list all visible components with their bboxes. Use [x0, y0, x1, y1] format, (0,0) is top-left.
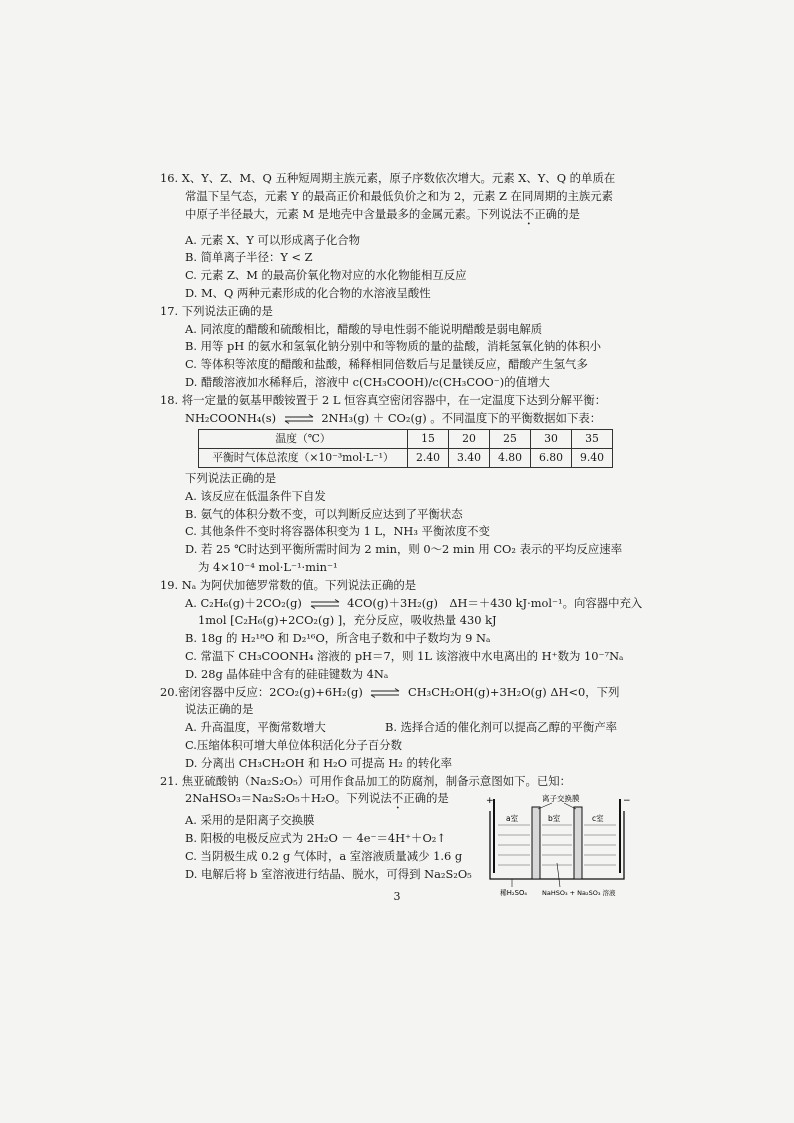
q16-line2: 常温下呈气态，元素 Y 的最高正价和最低负价之和为 2，元素 Z 在同周期的主族元素 — [185, 188, 614, 203]
q18-option-c: C. 其他条件不变时将容器体积变为 1 L，NH₃ 平衡浓度不变 — [185, 524, 490, 539]
question-21 — [160, 773, 640, 897]
right-solution-label: NaHSO₃ + Na₂SO₃ 溶液 — [542, 888, 616, 897]
q20-right: CH₃CH₂OH(g)+3H₂O(g) ΔH<0，下列 — [408, 684, 620, 699]
table-cell: 25 — [490, 430, 531, 449]
table-cell: 2.40 — [408, 449, 449, 468]
question-20 — [160, 684, 640, 773]
q16-emphasis: 不 — [522, 206, 535, 221]
question-16 — [160, 170, 640, 303]
q20-option-c: C.压缩体积可增大单位体积活化分子百分数 — [185, 737, 402, 752]
room-a-label: a室 — [506, 813, 519, 823]
q20-option-b: B. 选择合适的催化剂可以提高乙醇的平衡产率 — [385, 720, 618, 735]
anode-sign: + — [486, 795, 494, 806]
q21-line2-b: 正确的是 — [403, 791, 449, 806]
q16-option-c: C. 元素 Z、M 的最高价氧化物对应的水化物能相互反应 — [185, 268, 467, 283]
equilibrium-data-table — [198, 429, 613, 468]
q19-stem: 19. Nₐ 为阿伏加德罗常数的值。下列说法正确的是 — [160, 577, 417, 592]
q21-line1: 21. 焦亚硫酸钠（Na₂S₂O₅）可用作食品加工的防腐剂，制备示意图如下。已知： — [160, 773, 572, 788]
q20-option-d: D. 分离出 CH₃CH₂OH 和 H₂O 可提高 H₂ 的转化率 — [185, 755, 453, 770]
table-cell: 35 — [572, 430, 613, 449]
q18-equation — [160, 410, 640, 428]
cathode-sign: − — [623, 795, 631, 806]
q20-option-ab — [160, 719, 640, 737]
q20-option-a: A. 升高温度，平衡常数增大 — [185, 720, 326, 735]
question-18 — [160, 392, 640, 577]
q16-option-d: D. M、Q 两种元素形成的化合物的水溶液呈酸性 — [185, 285, 431, 300]
table-cell: 30 — [531, 430, 572, 449]
q19-option-a — [160, 595, 643, 613]
q17-stem: 17. 下列说法正确的是 — [160, 303, 273, 318]
table-row — [199, 430, 613, 449]
q18-eq-left: NH₂COONH₄(s) — [185, 410, 277, 425]
q17-option-a: A. 同浓度的醋酸和硫酸相比，醋酸的导电性弱不能说明醋酸是弱电解质 — [185, 321, 543, 336]
table-header-temp: 温度（℃） — [199, 430, 408, 449]
question-17 — [160, 303, 640, 392]
q19-a-right: 4CO(g)＋3H₂(g) ΔH＝＋430 kJ·mol⁻¹。向容器中充入 — [347, 595, 643, 610]
q17-option-b: B. 用等 pH 的氨水和氢氧化钠分别中和等物质的量的盐酸，消耗氢氧化钠的体积小 — [185, 339, 601, 354]
solution-lines — [498, 825, 616, 865]
electrolysis-cell-diagram — [482, 793, 632, 898]
q20-line2: 说法正确的是 — [185, 702, 254, 717]
q21-line2-a: 2NaHSO₃＝Na₂S₂O₅＋H₂O。下列说法 — [185, 791, 392, 806]
table-header-conc: 平衡时气体总浓度（×10⁻³mol·L⁻¹） — [199, 449, 408, 468]
q21-emphasis: 不 — [391, 791, 404, 806]
q18-eq-right: 2NH₃(g) ＋ CO₂(g) 。不同温度下的平衡数据如下表： — [321, 410, 602, 425]
q19-option-c: C. 常温下 CH₃COONH₄ 溶液的 pH＝7，则 1L 该溶液中水电离出的 H⁺数为 10⁻⁷Nₐ — [185, 648, 624, 663]
membrane-label: 离子交换膜 — [542, 793, 580, 803]
table-row — [199, 449, 613, 468]
q16-line3 — [160, 206, 640, 228]
equilibrium-arrow-icon — [284, 414, 314, 424]
q16-option-b: B. 简单离子半径：Y < Z — [185, 250, 313, 265]
equilibrium-arrow-icon — [370, 688, 400, 698]
q16-line1: 16. X、Y、Z、M、Q 五种短周期主族元素，原子序数依次增大。元素 X、Y、Q 的单质在 — [160, 171, 616, 185]
q20-line1 — [160, 684, 640, 702]
membrane-left — [532, 807, 540, 879]
q18-option-d: D. 若 25 ℃时达到平衡所需时间为 2 min，则 0～2 min 用 CO₂ 表示的平均反应速率 — [185, 542, 623, 557]
q21-option-d: D. 电解后将 b 室溶液进行结晶、脱水，可得到 Na₂S₂O₅ — [185, 866, 472, 881]
q17-option-c: C. 等体积等浓度的醋酸和盐酸，稀释相同倍数后与足量镁反应，醋酸产生氢气多 — [185, 357, 588, 372]
q20-left: 20.密闭容器中反应：2CO₂(g)+6H₂(g) — [160, 684, 363, 699]
table-cell: 15 — [408, 430, 449, 449]
room-b-label: b室 — [548, 813, 561, 823]
q19-option-d: D. 28g 晶体硅中含有的硅硅键数为 4Nₐ — [185, 666, 389, 681]
table-cell: 20 — [449, 430, 490, 449]
q21-option-b: B. 阳极的电极反应式为 2H₂O － 4e⁻＝4H⁺＋O₂↑ — [185, 831, 446, 846]
q16-line3-a: 中原子半径最大，元素 M 是地壳中含量最多的金属元素。下列说法 — [185, 206, 523, 221]
room-c-label: c室 — [592, 813, 604, 823]
q21-option-c: C. 当阴极生成 0.2 g 气体时，a 室溶液质量减少 1.6 g — [185, 848, 463, 863]
q19-a-left: A. C₂H₆(g)＋2CO₂(g) — [185, 595, 302, 610]
q19-option-b: B. 18g 的 H₂¹⁸O 和 D₂¹⁶O，所含电子数和中子数均为 9 Nₐ — [185, 631, 491, 646]
table-cell: 3.40 — [449, 449, 490, 468]
q18-stem2: 下列说法正确的是 — [185, 470, 277, 485]
q19-option-a-cont: 1mol [C₂H₆(g)+2CO₂(g) ]，充分反应，吸收热量 430 kJ — [198, 613, 497, 628]
q16-line3-b: 正确的是 — [534, 206, 580, 221]
q18-option-d-cont: 为 4×10⁻⁴ mol·L⁻¹·min⁻¹ — [198, 559, 338, 574]
q21-option-a: A. 采用的是阳离子交换膜 — [185, 813, 315, 828]
q18-option-b: B. 氨气的体积分数不变，可以判断反应达到了平衡状态 — [185, 506, 463, 521]
equilibrium-arrow-icon — [310, 599, 340, 609]
left-solution-label: 稀H₂SO₄ — [500, 888, 528, 897]
q16-option-a: A. 元素 X、Y 可以形成离子化合物 — [185, 232, 361, 247]
q17-option-d: D. 醋酸溶液加水稀释后，溶液中 c(CH₃COOH)/c(CH₃COO⁻)的值增大 — [185, 374, 550, 389]
table-cell: 9.40 — [572, 449, 613, 468]
question-list — [160, 170, 643, 897]
q18-line1: 18. 将一定量的氨基甲酸铵置于 2 L 恒容真空密闭容器中，在一定温度下达到分解平衡： — [160, 392, 607, 407]
page-number: 3 — [393, 890, 401, 903]
question-19 — [160, 577, 643, 684]
q18-option-a: A. 该反应在低温条件下自发 — [185, 488, 326, 503]
table-cell: 6.80 — [531, 449, 572, 468]
table-cell: 4.80 — [490, 449, 531, 468]
membrane-right — [574, 807, 582, 879]
